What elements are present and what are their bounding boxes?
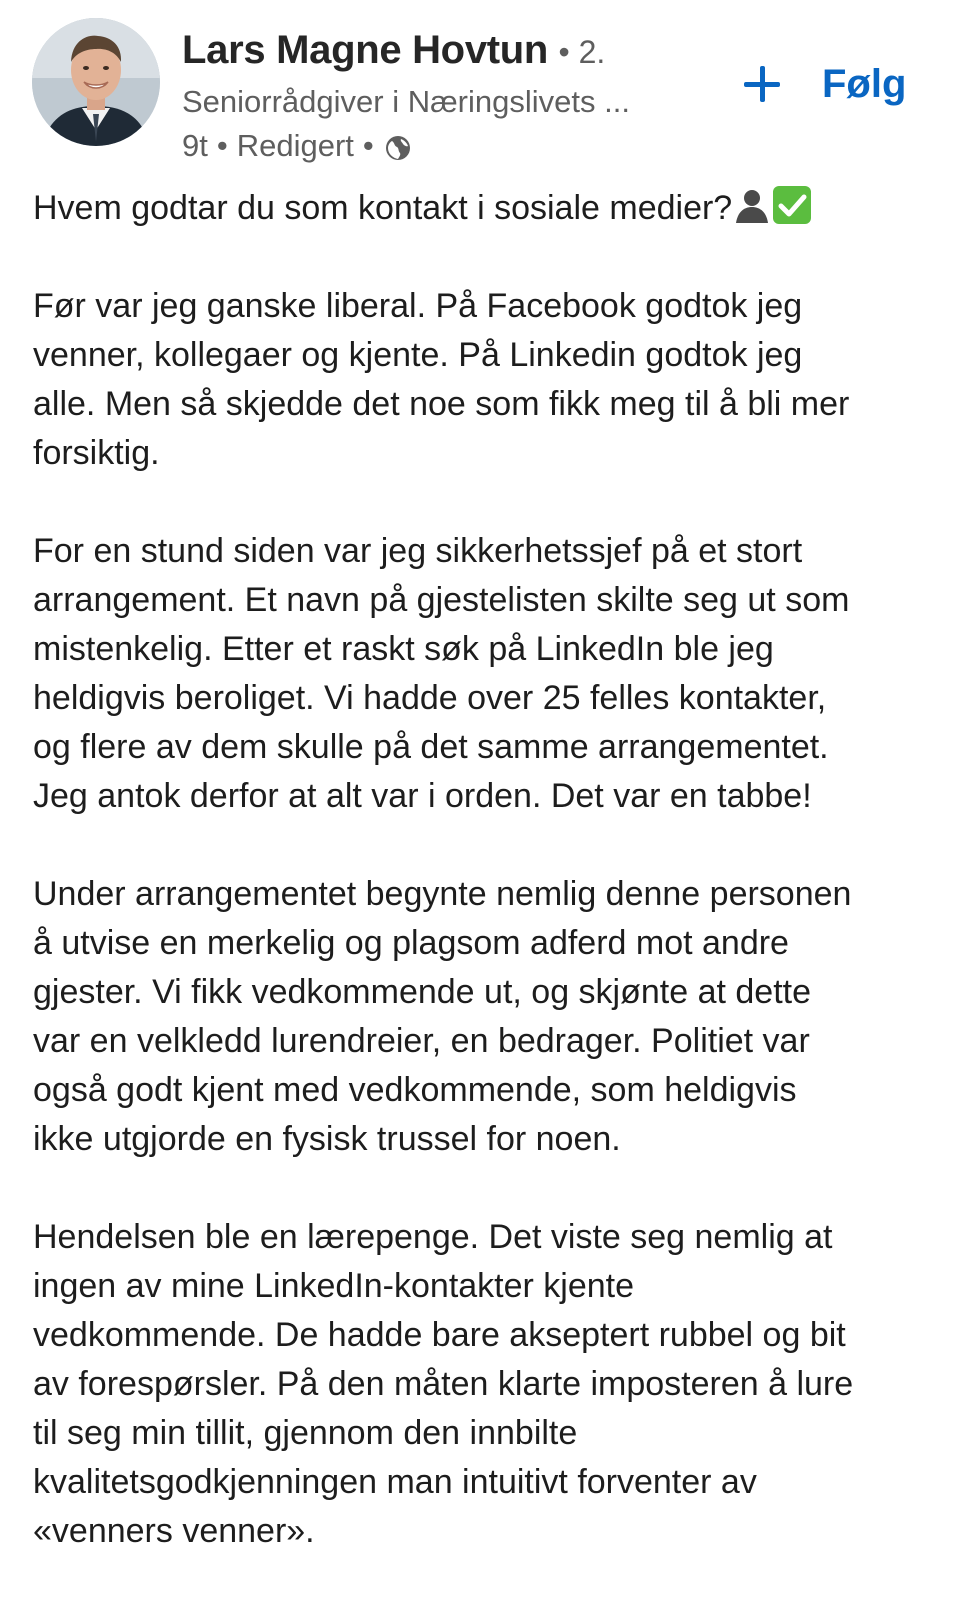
paragraph-line: til seg min tillit, gjennom den innbilte	[33, 1414, 578, 1452]
post-headline-text: Hvem godtar du som kontakt i sosiale medier?	[33, 189, 733, 227]
paragraph-line: også godt kjent med vedkommende, som heldigvis	[33, 1071, 797, 1109]
paragraph-line: kvalitetsgodkjenningen man intuitivt forventer av	[33, 1463, 757, 1501]
paragraph-line: heldigvis beroliget. Vi hadde over 25 felles kontakter,	[33, 679, 827, 717]
post-meta	[182, 128, 411, 164]
post-header	[0, 0, 960, 180]
profile-photo	[32, 18, 160, 146]
paragraph-line: ikke utgjorde en fysisk trussel for noen.	[33, 1120, 621, 1158]
post-time: 9t	[182, 128, 208, 163]
paragraph-line: av forespørsler. På den måten klarte imposteren å lure	[33, 1365, 854, 1403]
author-name[interactable]: Lars Magne Hovtun	[182, 28, 549, 72]
check-mark-icon	[772, 185, 812, 225]
paragraph-line: mistenkelig. Etter et raskt søk på LinkedIn ble jeg	[33, 630, 774, 668]
author-name-row	[182, 28, 605, 78]
post-paragraph	[33, 282, 933, 478]
post-headline	[33, 184, 933, 233]
follow-button[interactable]	[744, 52, 906, 116]
paragraph-line: arrangement. Et navn på gjestelisten skilte seg ut som	[33, 581, 850, 619]
post-paragraph	[33, 1213, 933, 1556]
paragraph-line: gjester. Vi fikk vedkommende ut, og skjønte at dette	[33, 973, 811, 1011]
paragraph-line: For en stund siden var jeg sikkerhetssjef på et stort	[33, 532, 803, 570]
follow-label: Følg	[822, 61, 907, 106]
paragraph-line: venner, kollegaer og kjente. På Linkedin godtok jeg	[33, 336, 803, 374]
paragraph-line: å utvise en merkelig og plagsom adferd mot andre	[33, 924, 789, 962]
post-headline-paragraph	[33, 184, 933, 233]
paragraph-line: var en velkledd lurendreier, en bedrager. Politiet var	[33, 1022, 810, 1060]
paragraph-line: alle. Men så skjedde det noe som fikk meg til å bli mer	[33, 385, 850, 423]
connection-degree: • 2.	[558, 34, 606, 70]
paragraph-line: Under arrangementet begynte nemlig denne personen	[33, 875, 852, 913]
plus-icon	[744, 66, 780, 102]
globe-icon	[385, 133, 411, 159]
paragraph-line: og flere av dem skulle på det samme arrangementet.	[33, 728, 829, 766]
paragraph-line: forsiktig.	[33, 434, 160, 472]
author-avatar[interactable]	[32, 18, 160, 146]
paragraph-line: Jeg antok derfor at alt var i orden. Det var en tabbe!	[33, 777, 812, 815]
post-paragraph	[33, 870, 933, 1164]
author-headline: Seniorrådgiver i Næringslivets ...	[182, 84, 630, 119]
edited-label: Redigert	[236, 128, 354, 163]
meta-separator: •	[362, 128, 374, 163]
post-body	[33, 184, 933, 1605]
post-paragraph	[33, 527, 933, 821]
person-silhouette-icon	[732, 185, 772, 225]
paragraph-line: «venners venner».	[33, 1512, 315, 1550]
paragraph-line: Hendelsen ble en lærepenge. Det viste seg nemlig at	[33, 1218, 833, 1256]
paragraph-line: ingen av mine LinkedIn-kontakter kjente	[33, 1267, 635, 1305]
paragraph-line: Før var jeg ganske liberal. På Facebook godtok jeg	[33, 287, 803, 325]
meta-separator: •	[216, 128, 228, 163]
paragraph-line: vedkommende. De hadde bare akseptert rubbel og bit	[33, 1316, 846, 1354]
